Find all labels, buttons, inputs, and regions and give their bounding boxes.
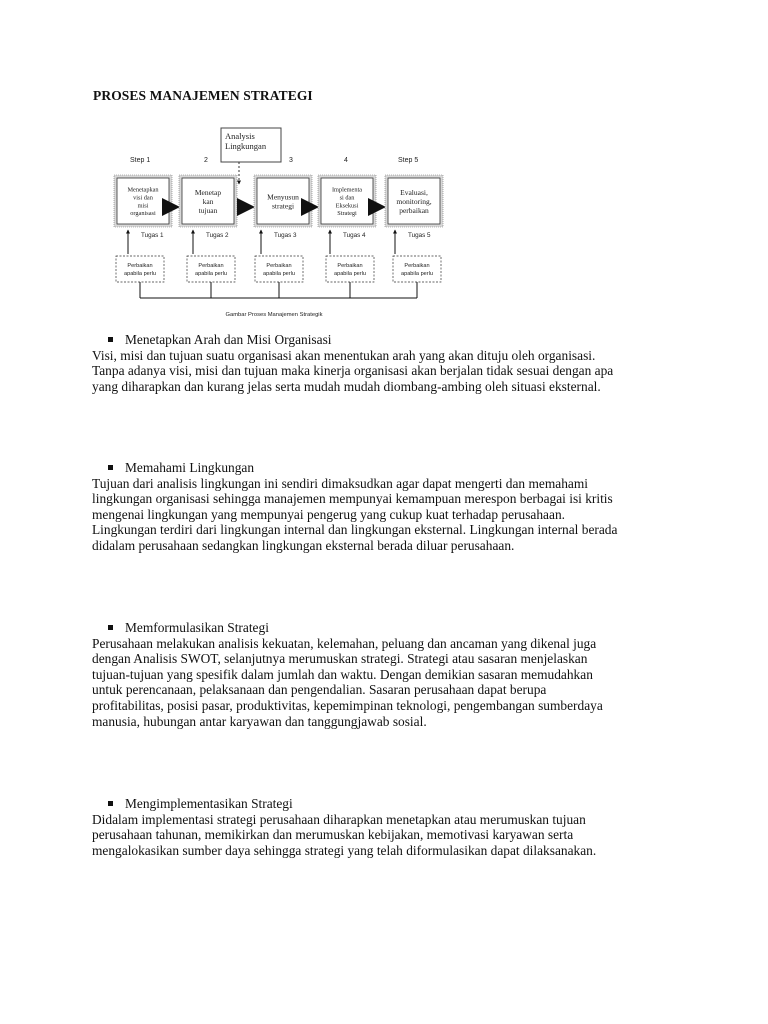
section-heading: Memahami Lingkungan bbox=[125, 460, 255, 475]
process-box-label: visi dan bbox=[133, 194, 153, 202]
fix-box bbox=[255, 256, 303, 282]
body-line: dengan Analisis SWOT, selanjutnya merumuskan strategi. Strategi atau sasaran menjelaskan bbox=[92, 651, 588, 667]
body-line: yang diharapkan dan kurang jelas serta mudah mudah diombang-ambing oleh situasi eksternal. bbox=[92, 378, 601, 394]
body-line: mengalokasikan sumber daya sehingga strategi yang telah diformulasikan dapat dilaksanakan. bbox=[92, 842, 597, 858]
body-line: Lingkungan terdiri dari lingkungan internal dan lingkungan eksternal. Lingkungan internal berada bbox=[92, 522, 618, 538]
fix-box-label: Perbaikan bbox=[266, 263, 292, 269]
body-line: Didalam implementasi strategi perusahaan diharapkan menetapkan atau merumuskan tujuan bbox=[92, 811, 586, 827]
fix-box bbox=[187, 256, 235, 282]
fix-box bbox=[326, 256, 374, 282]
process-box-label: kan bbox=[202, 197, 214, 206]
body-line: Tujuan dari analisis lingkungan ini sendiri dimaksudkan agar dapat mengerti dan memahami bbox=[92, 475, 588, 491]
section-body bbox=[92, 348, 682, 395]
section-heading-row bbox=[108, 332, 682, 348]
fix-box-label: apabila perlu bbox=[400, 271, 434, 277]
fix-box-label: apabila perlu bbox=[262, 271, 296, 277]
bullet-icon bbox=[108, 801, 113, 806]
process-diagram bbox=[108, 122, 460, 322]
process-box-label: Eksekusi bbox=[335, 202, 359, 210]
fix-box bbox=[116, 256, 164, 282]
body-line: Tanpa adanya visi, misi dan tujuan maka kinerja organisasi akan berjalan tidak sesuai dengan apa bbox=[92, 363, 614, 379]
section-heading-row bbox=[108, 796, 682, 812]
process-box-label: tujuan bbox=[198, 206, 218, 215]
task-label: Tugas 4 bbox=[343, 232, 366, 239]
body-line: tujuan-tujuan yang spesifik dalam jumlah dan waktu. Dengan demikian sasaran memudahkan bbox=[92, 666, 593, 682]
process-box-label: Menetapkan bbox=[127, 186, 159, 194]
section-heading-row bbox=[108, 460, 682, 476]
fix-box-label: Perbaikan bbox=[404, 263, 430, 269]
process-diagram-svg bbox=[108, 122, 460, 322]
analysis-box-label: Analysis bbox=[225, 131, 255, 141]
body-line: Perusahaan melakukan analisis kekuatan, kelemahan, peluang dan ancaman yang dikenal juga bbox=[92, 635, 597, 651]
step-label: 4 bbox=[344, 157, 348, 164]
section-1 bbox=[92, 332, 682, 394]
section-heading-row bbox=[108, 620, 682, 636]
section-heading: Menetapkan Arah dan Misi Organisasi bbox=[125, 332, 332, 347]
body-line: lingkungan organisasi sehingga manajemen mempunyai kemampuan merespon berbagai isi kritis bbox=[92, 491, 613, 507]
step-label: Step 5 bbox=[398, 157, 419, 164]
process-box-label: Menetap bbox=[194, 188, 222, 197]
section-body bbox=[92, 476, 682, 554]
fix-box-label: apabila perlu bbox=[123, 271, 157, 277]
step-label: 2 bbox=[204, 157, 208, 164]
task-label: Tugas 2 bbox=[206, 232, 229, 239]
analysis-box-label: Lingkungan bbox=[225, 141, 267, 151]
fix-box bbox=[393, 256, 441, 282]
section-heading: Mengimplementasikan Strategi bbox=[125, 796, 293, 811]
section-body bbox=[92, 812, 682, 859]
process-box-label: strategi bbox=[271, 201, 295, 211]
fix-box-label: Perbaikan bbox=[198, 263, 224, 269]
bullet-icon bbox=[108, 465, 113, 470]
diagram-caption: Gambar Proses Manajemen Strategik bbox=[225, 312, 323, 318]
task-label: Tugas 1 bbox=[141, 232, 164, 239]
fix-box-label: apabila perlu bbox=[194, 271, 228, 277]
section-heading: Memformulasikan Strategi bbox=[125, 620, 269, 635]
body-line: mengenai lingkungan yang mempunyai pengerug yang cukup kuat terhadap perusahaan. bbox=[92, 506, 565, 522]
process-box-label: monitoring, bbox=[396, 197, 432, 206]
body-line: didalam perusahaan sedangkan lingkungan eksternal berada diluar perusahaan. bbox=[92, 537, 515, 553]
step-label: 3 bbox=[289, 157, 293, 164]
section-4 bbox=[92, 796, 682, 858]
body-line: Visi, misi dan tujuan suatu organisasi akan menentukan arah yang akan dituju oleh organisasi. bbox=[92, 347, 596, 363]
section-2 bbox=[92, 460, 682, 554]
process-box-label: misi bbox=[137, 202, 149, 210]
process-box-label: perbaikan bbox=[399, 206, 429, 215]
body-line: untuk perencanaan, pelaksanaan dan pengendalian. Sasaran perusahaan dapat berupa bbox=[92, 682, 547, 698]
bullet-icon bbox=[108, 337, 113, 342]
fix-box-label: Perbaikan bbox=[127, 263, 153, 269]
section-body bbox=[92, 636, 682, 730]
process-box-label: Menyusun bbox=[267, 192, 299, 202]
process-box-label: Evaluasi, bbox=[400, 188, 428, 197]
process-box-label: organisasi bbox=[130, 210, 156, 218]
body-line: manusia, hubungan antar karyawan dan tanggungjawab sosial. bbox=[92, 713, 427, 729]
section-3 bbox=[92, 620, 682, 729]
task-label: Tugas 5 bbox=[408, 232, 431, 239]
page-title: PROSES MANAJEMEN STRATEGI bbox=[93, 88, 313, 103]
process-box-label: Strategi bbox=[337, 210, 357, 218]
process-box-label: Implementa bbox=[331, 186, 363, 194]
process-box-label: si dan bbox=[339, 194, 355, 202]
bullet-icon bbox=[108, 625, 113, 630]
step-label: Step 1 bbox=[130, 157, 151, 164]
fix-box-label: apabila perlu bbox=[333, 271, 367, 277]
task-label: Tugas 3 bbox=[274, 232, 297, 239]
body-line: perusahaan tahunan, memikirkan dan merumuskan kebijakan, memotivasi karyawan serta bbox=[92, 827, 574, 843]
fix-box-label: Perbaikan bbox=[337, 263, 363, 269]
body-line: profitabilitas, posisi pasar, produktivitas, kepemimpinan teknologi, pengembangan sumberdaya bbox=[92, 697, 603, 713]
